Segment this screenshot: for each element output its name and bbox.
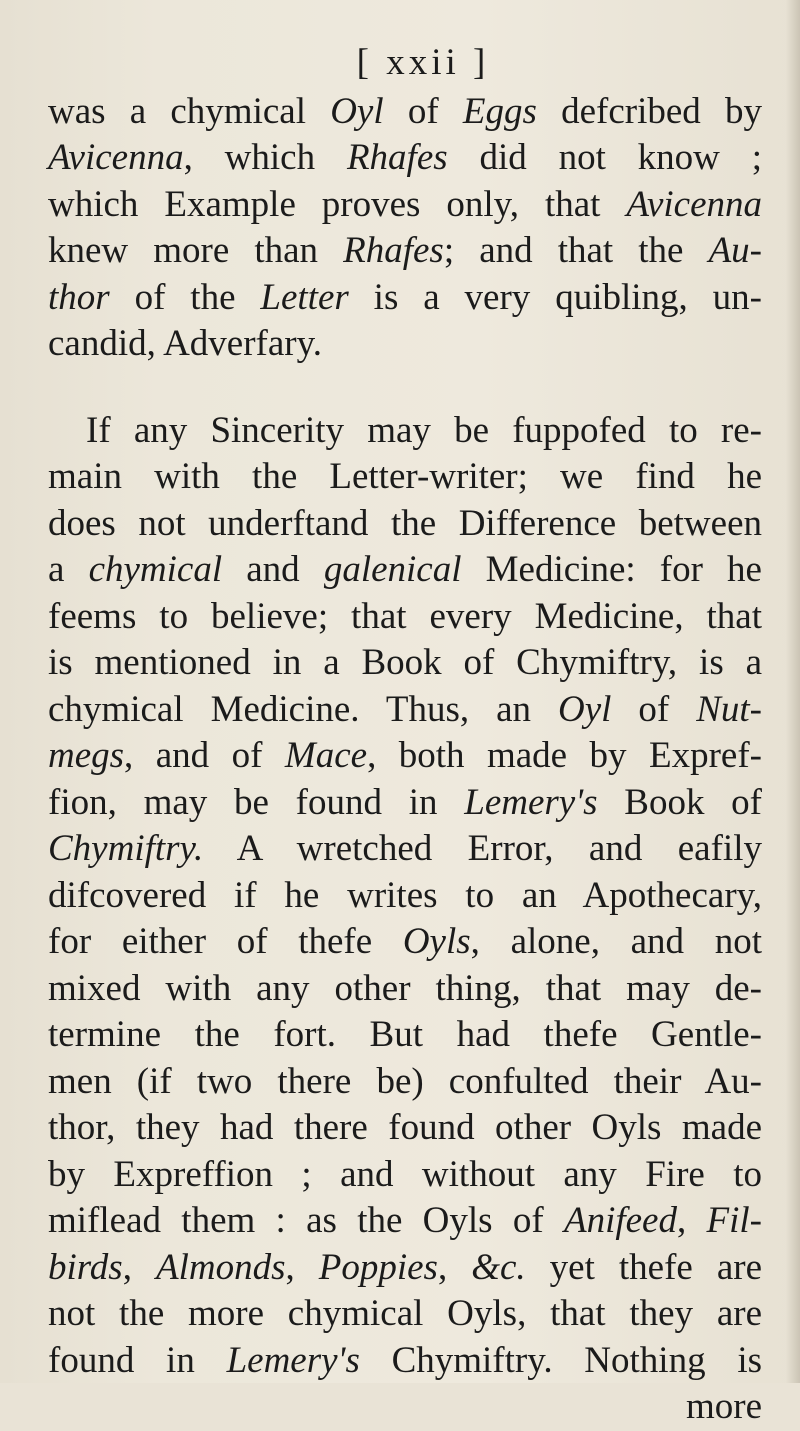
- text-line: difcovered if he writes to an Apothecary,: [48, 874, 762, 916]
- italic-term: Au-: [708, 230, 762, 271]
- text-line: by Expreffion ; and without any Fire to: [48, 1153, 762, 1195]
- italic-term: Avicenna: [626, 183, 762, 225]
- catchword: more: [685, 1386, 762, 1427]
- text-line: main with the Letter-writer; we find he: [48, 456, 762, 497]
- text-line: which Example proves only, that Avicenna: [48, 183, 762, 225]
- italic-term: Oyl: [558, 688, 612, 730]
- text-line: found in Lemery's Chymiftry. Nothing is: [48, 1339, 762, 1381]
- italic-term: Lemery's: [226, 1339, 360, 1381]
- italic-term: Anifeed: [563, 1200, 677, 1241]
- italic-term: Avicenna: [48, 137, 184, 178]
- paragraph-2: [48, 408, 762, 1385]
- text-line: a chymical and galenical Medicine: for he: [48, 549, 762, 590]
- italic-term: Lemery's: [464, 781, 598, 823]
- text-line: fion, may be found in Lemery's Book of: [48, 781, 762, 823]
- text-line: candid, Adverfary.: [48, 323, 322, 364]
- italic-term: Fil-: [706, 1200, 762, 1241]
- text-line: feems to believe; that every Medicine, that: [48, 595, 762, 637]
- text-line: for either of thefe Oyls, alone, and not: [48, 921, 762, 962]
- paragraph-gap: [48, 368, 762, 408]
- text-line: was a chymical Oyl of Eggs defcribed by: [48, 90, 762, 132]
- text-line: termine the fort. But had thefe Gentle-: [48, 1014, 762, 1055]
- italic-term: Oyl: [330, 90, 384, 132]
- italic-term: Poppies: [318, 1246, 438, 1288]
- text-line: mixed with any other thing, that may de-: [48, 967, 762, 1009]
- text-line: megs, and of Mace, both made by Expref-: [48, 735, 762, 776]
- italic-term: Rhafes: [346, 137, 448, 178]
- italic-term: Chymiftry.: [48, 828, 204, 869]
- page-text: [48, 40, 762, 1431]
- text-line: men (if two there be) confulted their Au-: [48, 1060, 762, 1102]
- italic-term: Rhafes: [343, 230, 444, 271]
- text-line: does not underftand the Difference between: [48, 502, 762, 544]
- paragraph-1: [48, 89, 762, 368]
- text-line: is mentioned in a Book of Chymiftry, is a: [48, 642, 762, 683]
- italic-term: Eggs: [462, 90, 537, 132]
- text-line: Avicenna, which Rhafes did not know ;: [48, 137, 762, 178]
- italic-term: Mace: [284, 735, 368, 776]
- italic-term: megs: [48, 735, 125, 776]
- italic-term: Letter: [260, 276, 349, 318]
- text-line: not the more chymical Oyls, that they are: [48, 1293, 762, 1334]
- page-edge-shadow: [786, 0, 800, 1383]
- text-line: birds, Almonds, Poppies, &c. yet thefe are: [48, 1246, 763, 1288]
- text-line: Chymiftry. A wretched Error, and eafily: [48, 828, 762, 869]
- italic-term: chymical: [88, 549, 223, 590]
- text-line: chymical Medicine. Thus, an Oyl of Nut-: [48, 688, 762, 730]
- italic-term: thor: [48, 276, 110, 318]
- text-line: miflead them : as the Oyls of Anifeed, Fil-: [48, 1200, 762, 1241]
- italic-term: galenical: [323, 549, 462, 590]
- italic-term: Nut-: [696, 688, 762, 730]
- text-line: thor, they had there found other Oyls made: [48, 1107, 762, 1148]
- page-header: [ xxii ]: [356, 42, 490, 83]
- italic-term: Almonds: [155, 1246, 286, 1288]
- text-line: thor of the Letter is a very quibling, un-: [48, 276, 762, 318]
- italic-term: &c.: [471, 1246, 526, 1288]
- text-line: If any Sincerity may be fuppofed to re-: [86, 409, 762, 451]
- text-line: knew more than Rhafes; and that the Au-: [48, 230, 762, 271]
- italic-term: Oyls: [402, 921, 471, 962]
- italic-term: birds: [48, 1246, 123, 1288]
